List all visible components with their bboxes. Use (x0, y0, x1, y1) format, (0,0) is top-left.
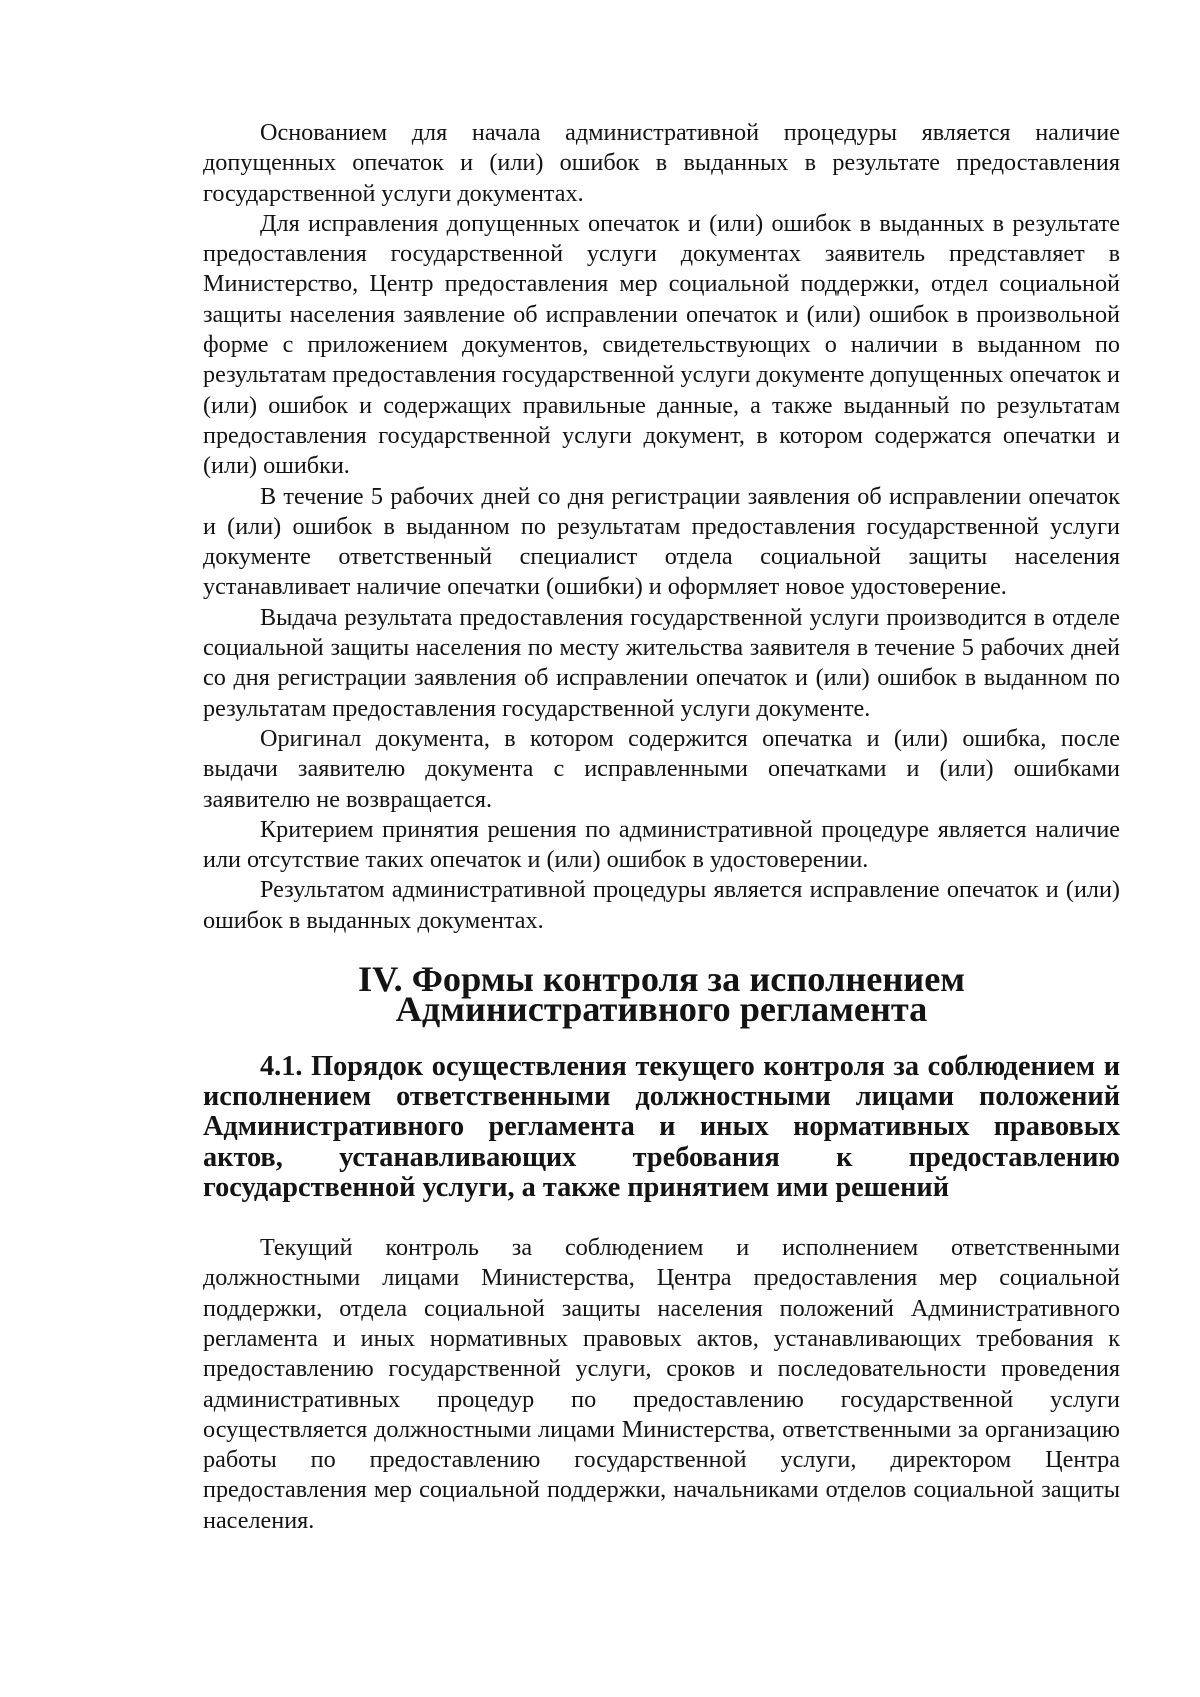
paragraph-result: Результатом административной процедуры является исправление опечаток и (или) ошибок в выданных документах. (203, 876, 1120, 934)
section-heading: IV. Формы контроля за исполнением Административного регламента (357, 959, 966, 1030)
paragraph-review-period: В течение 5 рабочих дней со дня регистрации заявления об исправлении опечаток и (или) ошибок в выданном по результатам предоставления государственной услуги документе ответственный специалист отдела социальной защиты населения устанавливает наличие опечатки (ошибки) и оформляет новое удостоверение. (203, 482, 1120, 601)
paragraph-correction-request: Для исправления допущенных опечаток и (или) ошибок в выданных в результате предоставления государственной услуги документах заявитель представляет в Министерство, Центр предоставления мер социальной поддержки, отдел социальной защиты населения заявление об исправлении опечаток и (или) ошибок в произвольной форме с приложением документов, свидетельствующих о наличии в выданном по результатам предоставления государственной услуги документе допущенных опечаток и (или) ошибок и содержащих правильные данные, а также выданный по результатам предоставления государственной услуги документ, в котором содержатся опечатки и (или) ошибки. (203, 209, 1120, 480)
paragraph-issuance: Выдача результата предоставления государственной услуги производится в отделе социальной защиты населения по месту жительства заявителя в течение 5 рабочих дней со дня регистрации заявления об исправлении опечаток и (или) ошибок в выданном по результатам предоставления государственной услуги документе. (203, 603, 1120, 722)
paragraph-original-document: Оригинал документа, в котором содержится опечатка и (или) ошибка, после выдачи заявителю документа с исправленными опечатками и (или) ошибками заявителю не возвращается. (203, 724, 1120, 813)
document-page (203, 118, 1120, 1536)
paragraph-decision-criterion: Критерием принятия решения по административной процедуре является наличие или отсутствие таких опечаток и (или) ошибок в удостоверении. (203, 815, 1120, 874)
paragraph-current-control: Текущий контроль за соблюдением и исполнением ответственными должностными лицами Министерства, Центра предоставления мер социальной поддержки, отдела социальной защиты населения положений Административного регламента и иных нормативных правовых актов, устанавливающих требования к предоставлению государственной услуги, сроков и последовательности проведения административных процедур по предоставлению государственной услуги осуществляется должностными лицами Министерства, ответственными за организацию работы по предоставлению государственной услуги, директором Центра предоставления мер социальной поддержки, начальниками отделов социальной защиты населения. (203, 1234, 1120, 1534)
subsection-heading: 4.1. Порядок осуществления текущего контроля за соблюдением и исполнением ответственными должностными лицами положений Административного регламента и иных нормативных правовых актов, устанавливающих требования к предоставлению государственной услуги, а также принятием ими решений (203, 1050, 1120, 1203)
paragraph-basis: Основанием для начала административной процедуры является наличие допущенных опечаток и (или) ошибок в выданных в результате предоставления государственной услуги документах. (203, 119, 1120, 207)
